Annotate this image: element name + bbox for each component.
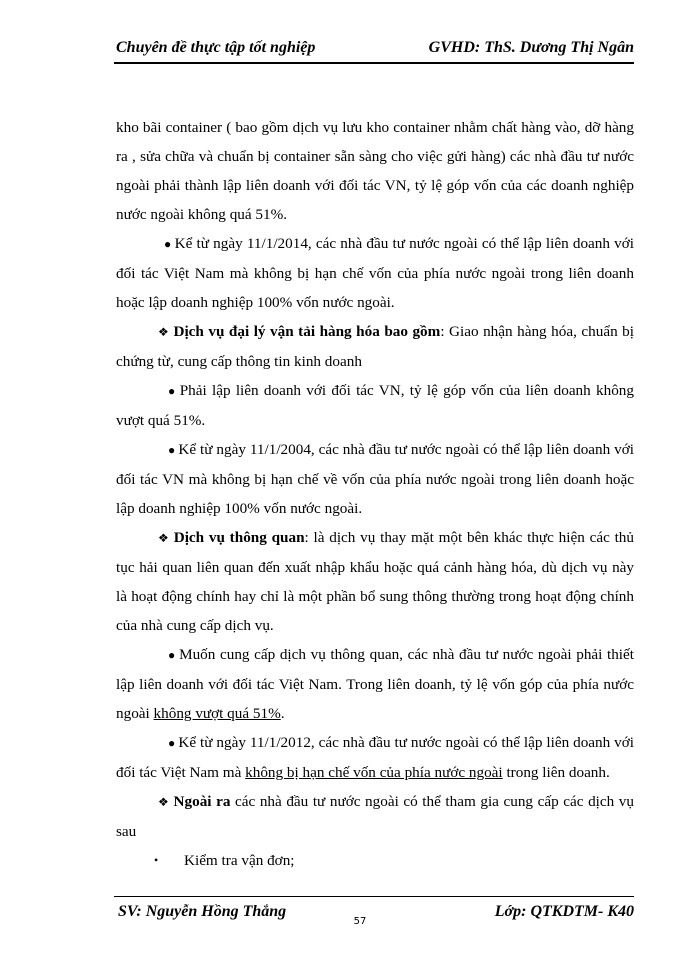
bullet-icon: • — [154, 853, 159, 867]
footer-student: SV: Nguyễn Hồng Thắng — [118, 903, 287, 920]
page-header — [116, 38, 634, 58]
bullet-icon: ● — [168, 648, 177, 662]
paragraph: kho bãi container ( bao gồm dịch vụ lưu kho container nhằm chất hàng vào, dỡ hàng ra , sửa chữa và chuẩn bị container sẵn sàng cho việc gửi hàng) các nhà đầu tư nước ngoài phải thành lập liên doanh với đối tác VN, tỷ lệ góp vốn của các doanh nghiệp nước ngoài không quá 51%. — [116, 119, 634, 223]
section-heading: Ngoài ra — [173, 793, 231, 810]
section-paragraph: ❖ Dịch vụ thông quan: là dịch vụ thay mặt một bên khác thực hiện các thủ tục hải quan liên quan đến xuất nhập khẩu hoặc quá cảnh hàng hóa, dù dịch vụ này là hoạt động chính hay chỉ là một phần bổ sung thông thường trong hoạt động chính của nhà cung cấp dịch vụ. — [116, 529, 634, 634]
bullet-icon: ● — [168, 736, 176, 750]
bullet-paragraph: ● Kể từ ngày 11/1/2004, các nhà đầu tư nước ngoài có thể lập liên doanh với đối tác VN mà không bị hạn chế về vốn của phía nước ngoài trong liên doanh hoặc lập doanh nghiệp 100% vốn nước ngoài. — [116, 441, 634, 517]
section-paragraph: ❖ Dịch vụ đại lý vận tải hàng hóa bao gồm: Giao nhận hàng hóa, chuẩn bị chứng từ, cung cấp thông tin kinh doanh — [116, 323, 634, 370]
list-item: • Kiểm tra vận đơn; — [116, 846, 634, 875]
diamond-bullet-icon: ❖ — [158, 795, 170, 809]
diamond-bullet-icon: ❖ — [158, 531, 170, 545]
bullet-paragraph: ● Kể từ ngày 11/1/2012, các nhà đầu tư nước ngoài có thể lập liên doanh với đối tác Việt Nam mà không bị hạn chế vốn của phía nước ngoài trong liên doanh. — [116, 734, 634, 781]
document-body — [116, 113, 634, 875]
header-rule — [114, 62, 634, 64]
header-title: Chuyên đề thực tập tốt nghiệp — [116, 39, 316, 56]
page-number: 57 — [353, 916, 367, 927]
bullet-paragraph: ● Kể từ ngày 11/1/2014, các nhà đầu tư nước ngoài có thể lập liên doanh với đối tác Việt Nam mà không bị hạn chế vốn của phía nước ngoài trong liên doanh hoặc lập doanh nghiệp 100% vốn nước ngoài. — [116, 235, 634, 311]
footer-rule — [114, 896, 634, 897]
section-paragraph: ❖ Ngoài ra các nhà đầu tư nước ngoài có thể tham gia cung cấp các dịch vụ sau — [116, 793, 634, 840]
bullet-icon: ● — [168, 384, 177, 398]
bullet-icon: ● — [164, 237, 172, 251]
bullet-paragraph: ● Muốn cung cấp dịch vụ thông quan, các nhà đầu tư nước ngoài phải thiết lập liên doanh với đối tác Việt Nam. Trong liên doanh, tỷ lệ vốn góp của phía nước ngoài không vượt quá 51%. — [116, 646, 634, 722]
bullet-paragraph: ● Phải lập liên doanh với đối tác VN, tỷ lệ góp vốn của liên doanh không vượt quá 51%. — [116, 382, 634, 429]
diamond-bullet-icon: ❖ — [158, 325, 170, 339]
section-heading: Dịch vụ thông quan — [173, 529, 305, 546]
bullet-icon: ● — [168, 443, 176, 457]
header-advisor: GVHD: ThS. Dương Thị Ngân — [428, 39, 634, 56]
section-heading: Dịch vụ đại lý vận tải hàng hóa bao gồm — [173, 323, 441, 340]
footer-class: Lớp: QTKDTM- K40 — [494, 903, 634, 920]
